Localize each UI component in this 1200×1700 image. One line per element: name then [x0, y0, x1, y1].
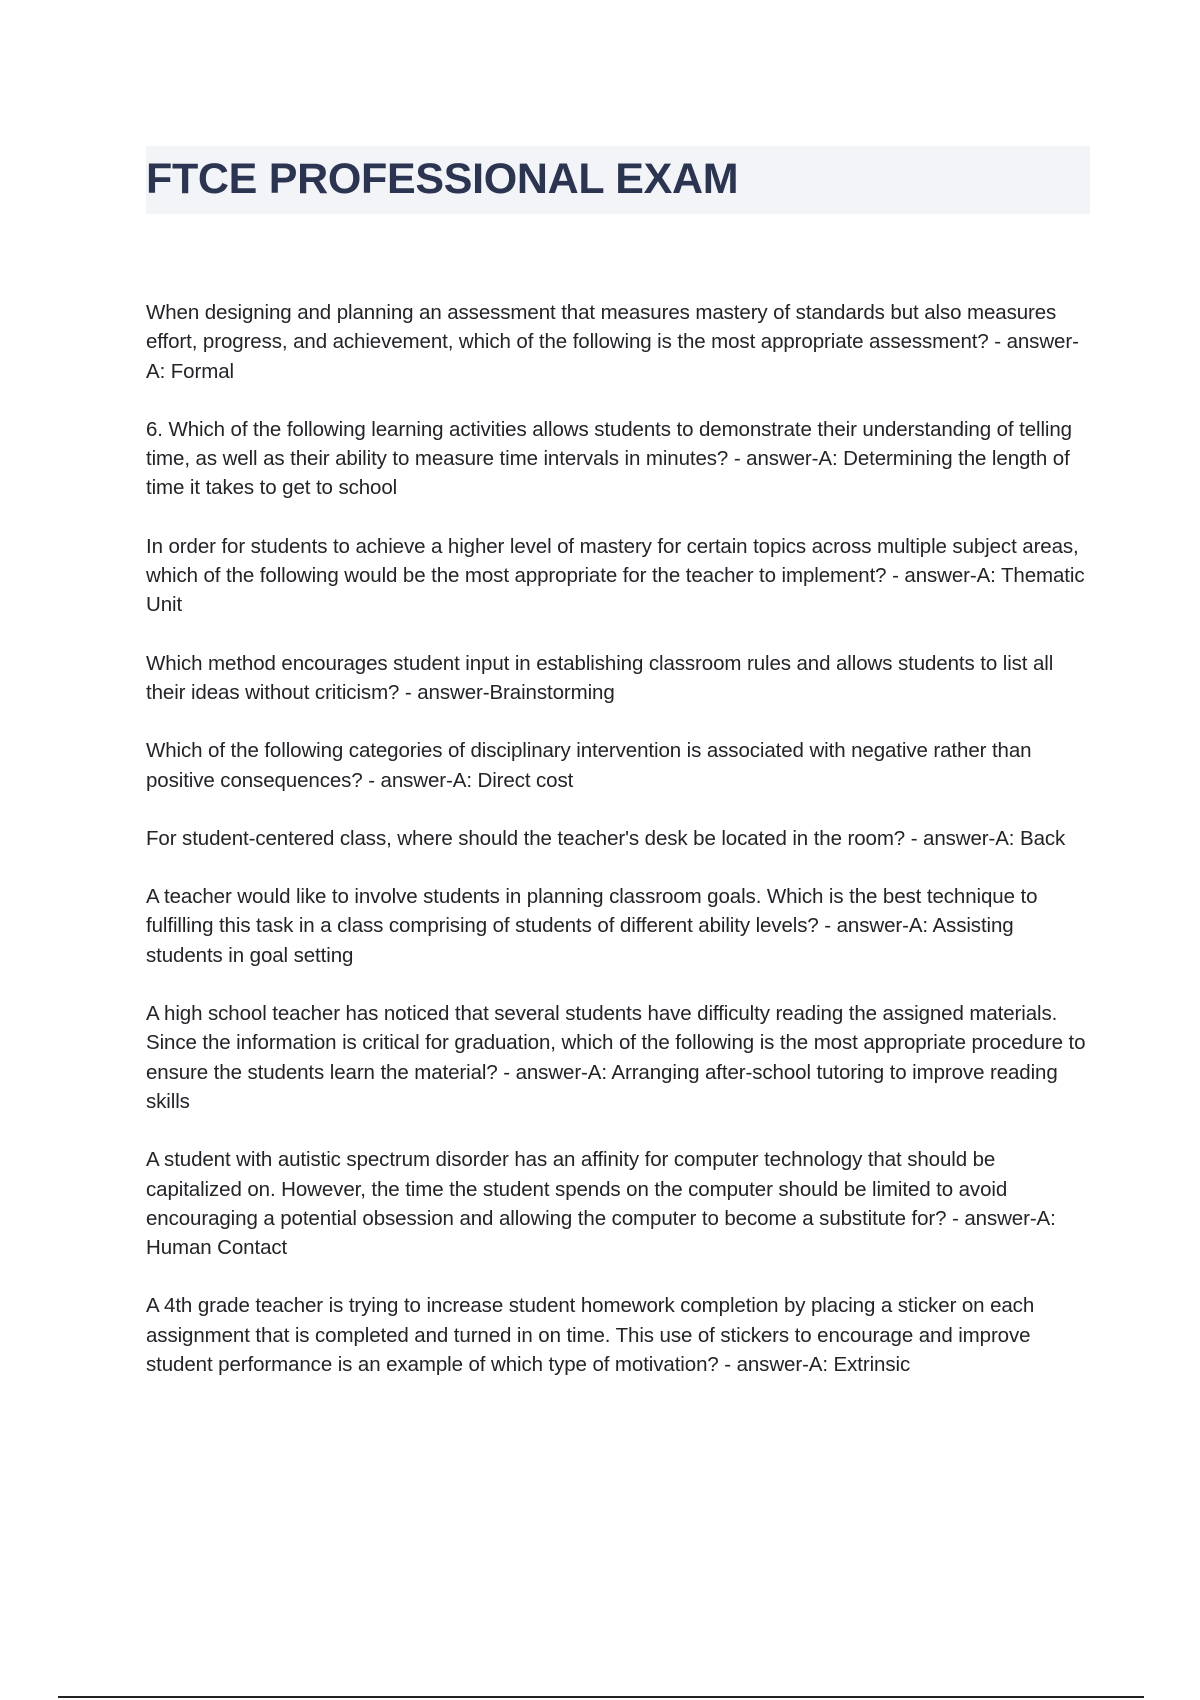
footer-divider: [58, 1696, 1144, 1698]
question-list: [146, 298, 1090, 1408]
question-item-5: Which of the following categories of disciplinary intervention is associated with negative rather than positive consequences? - answer-A: Direct cost: [146, 739, 1032, 792]
page-title: FTCE PROFESSIONAL EXAM: [146, 155, 739, 203]
question-item-6: For student-centered class, where should the teacher's desk be located in the room? - answer-A: Back: [146, 826, 1066, 850]
question-item-10: A 4th grade teacher is trying to increase student homework completion by placing a sticker on each assignment that is completed and turned in on time. This use of stickers to encourage and improve student performance is an example of which type of motivation? - answer-A: Extrinsic: [146, 1294, 1035, 1377]
question-item-8: A high school teacher has noticed that several students have difficulty reading the assigned materials. Since the information is critical for graduation, which of the following is the most appropriate procedure to ensure the students learn the material? - answer-A: Arranging after-school tutoring to improve reading skills: [146, 1002, 1086, 1113]
question-item-3: In order for students to achieve a higher level of mastery for certain topics across multiple subject areas, which of the following would be the most appropriate for the teacher to implement? - answer-A: Thematic Unit: [146, 534, 1085, 617]
question-item-9: A student with autistic spectrum disorder has an affinity for computer technology that should be capitalized on. However, the time the student spends on the computer should be limited to avoid encouraging a potential obsession and allowing the computer to become a substitute for? - answer-A: Human Contact: [146, 1148, 1056, 1260]
question-item-1: When designing and planning an assessment that measures mastery of standards but also measures effort, progress, and achievement, which of the following is the most appropriate assessment? - answer-A: Formal: [146, 301, 1079, 383]
question-item-4: Which method encourages student input in establishing classroom rules and allows students to list all their ideas without criticism? - answer-Brainstorming: [146, 651, 1054, 704]
question-item-2: 6. Which of the following learning activities allows students to demonstrate their understanding of telling time, as well as their ability to measure time intervals in minutes? - answer-A: Determining the length of time it takes to get to school: [146, 417, 1072, 500]
question-item-7: A teacher would like to involve students in planning classroom goals. Which is the best technique to fulfilling this task in a class comprising of students of different ability levels? - answer-A: Assisting students in goal setting: [146, 885, 1038, 967]
title-band: [146, 146, 1090, 214]
